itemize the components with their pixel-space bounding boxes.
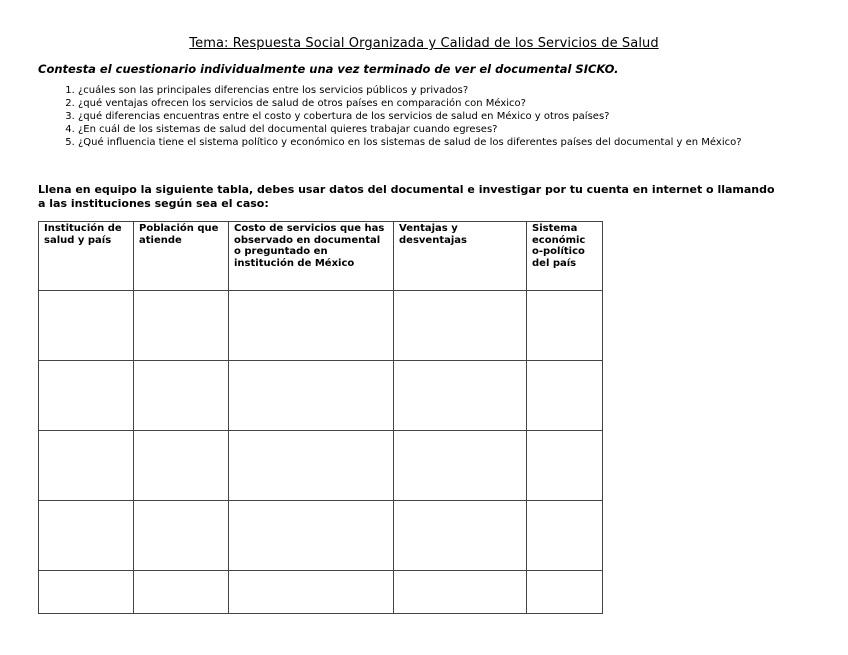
- table-row: [39, 571, 603, 614]
- table-cell[interactable]: [229, 361, 394, 431]
- table-cell[interactable]: [39, 571, 134, 614]
- header-cost: Costo de servicios que has observado en documental o preguntado en institución de México: [229, 222, 394, 291]
- table-cell[interactable]: [134, 361, 229, 431]
- table-cell[interactable]: [394, 501, 527, 571]
- table-cell[interactable]: [527, 361, 603, 431]
- header-political-system: Sistema económic o-político del país: [527, 222, 603, 291]
- table-cell[interactable]: [134, 571, 229, 614]
- table-cell[interactable]: [39, 501, 134, 571]
- question-list: [38, 84, 838, 149]
- questionnaire-instruction: Contesta el cuestionario individualmente una vez terminado de ver el documental SICKO.: [38, 62, 619, 76]
- question-item: 2. ¿qué ventajas ofrecen los servicios de salud de otros países en comparación con México?: [78, 97, 838, 110]
- question-item: 5. ¿Qué influencia tiene el sistema político y económico en los sistemas de salud de los diferentes países del documental y en México?: [78, 136, 838, 149]
- table-cell[interactable]: [394, 361, 527, 431]
- table-cell[interactable]: [394, 291, 527, 361]
- table-cell[interactable]: [134, 501, 229, 571]
- table-cell[interactable]: [527, 571, 603, 614]
- comparison-table: [38, 221, 603, 614]
- table-cell[interactable]: [229, 571, 394, 614]
- question-item: 3. ¿qué diferencias encuentras entre el costo y cobertura de los servicios de salud en México y otros países?: [78, 110, 838, 123]
- table-row: [39, 431, 603, 501]
- table-row: [39, 501, 603, 571]
- table-cell[interactable]: [527, 291, 603, 361]
- table-header-row: [39, 222, 603, 291]
- header-pros-cons: Ventajas y desventajas: [394, 222, 527, 291]
- table-row: [39, 361, 603, 431]
- table-cell[interactable]: [394, 571, 527, 614]
- question-item: 1. ¿cuáles son las principales diferencias entre los servicios públicos y privados?: [78, 84, 838, 97]
- table-cell[interactable]: [229, 291, 394, 361]
- table-cell[interactable]: [39, 291, 134, 361]
- table-cell[interactable]: [229, 431, 394, 501]
- header-institution: Institución de salud y país: [39, 222, 134, 291]
- page-title: Tema: Respuesta Social Organizada y Calidad de los Servicios de Salud: [189, 36, 659, 51]
- table-cell[interactable]: [229, 501, 394, 571]
- table-cell[interactable]: [134, 431, 229, 501]
- table-cell[interactable]: [527, 501, 603, 571]
- table-cell[interactable]: [39, 431, 134, 501]
- header-population: Población que atiende: [134, 222, 229, 291]
- table-cell[interactable]: [527, 431, 603, 501]
- table-instruction: Llena en equipo la siguiente tabla, debes usar datos del documental e investigar por tu cuenta en internet o llamando a las instituciones según sea el caso:: [38, 183, 775, 210]
- table-cell[interactable]: [394, 431, 527, 501]
- table-row: [39, 291, 603, 361]
- question-item: 4. ¿En cuál de los sistemas de salud del documental quieres trabajar cuando egreses?: [78, 123, 838, 136]
- table-cell[interactable]: [134, 291, 229, 361]
- table-cell[interactable]: [39, 361, 134, 431]
